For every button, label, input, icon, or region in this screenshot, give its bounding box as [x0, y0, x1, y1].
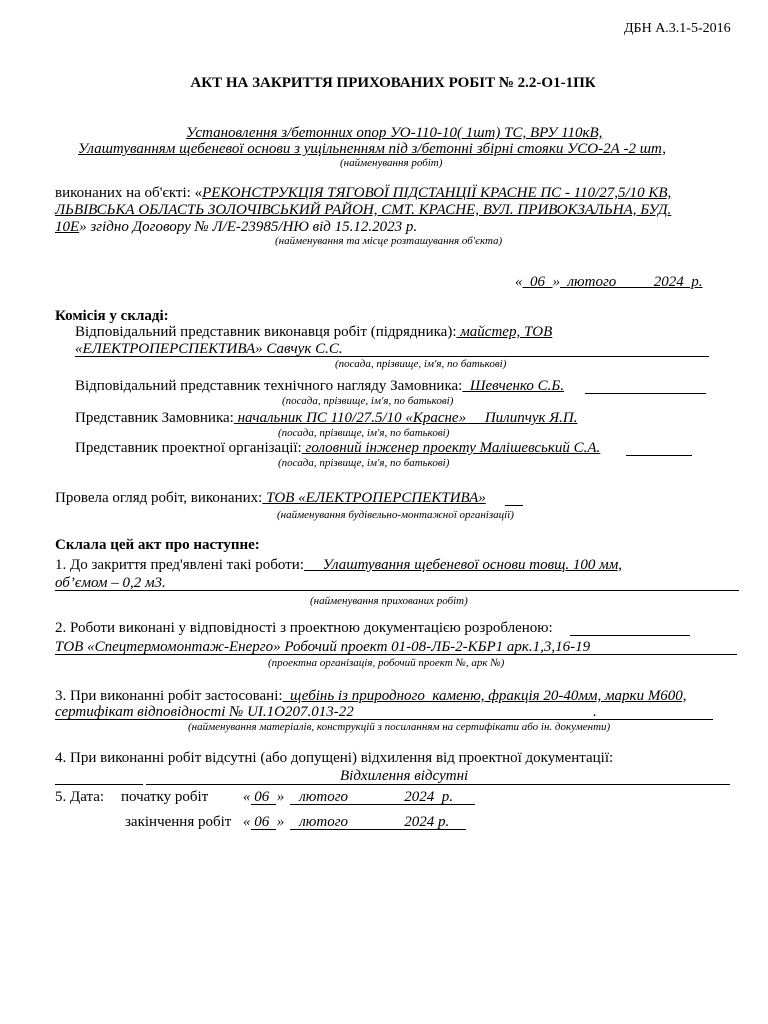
p1-underline	[55, 590, 739, 591]
inspection-caption: (найменування будівельно-монтажної організації)	[277, 509, 514, 521]
supervision-label: Відповідальний представник технічного нагляду Замовника:	[75, 378, 463, 394]
customer-value: начальник ПС 110/27.5/10 «Красне» Пилипчук Я.П.	[233, 410, 578, 426]
p5-end-day-underline	[251, 829, 276, 830]
supervision-caption: (посада, прізвище, ім'я, по батькові)	[282, 395, 454, 407]
p2-label: 2. Роботи виконані у відповідності з проектною документацією розробленою:	[55, 620, 553, 636]
p3-underline	[55, 719, 713, 720]
p1-value-2: об’ємом – 0,2 м3.	[55, 575, 166, 591]
p2-caption: (проектна організація, робочий проект №, арк №)	[268, 657, 505, 669]
act-date	[515, 274, 703, 291]
p5-end-date: « 06 » лютого 2024 р.	[243, 814, 450, 830]
p5-start-month-underline	[290, 804, 475, 805]
p3-label: 3. При виконанні робіт застосовані:	[55, 688, 283, 704]
contractor-caption: (посада, прізвище, ім'я, по батькові)	[335, 358, 507, 370]
p2-value: ТОВ «Спецтермомонтаж-Енерго» Робочий проект 01-08-ЛБ-2-КБР1 арк.1,3,16-19	[55, 639, 591, 655]
p4-value: Відхилення відсутні	[340, 768, 469, 784]
date-day: 06	[522, 274, 553, 290]
p5-start-label: початку робіт	[121, 789, 209, 805]
p4-label: 4. При виконанні робіт відсутні (або допущені) відхилення від проектної документації:	[55, 750, 614, 766]
design-underline	[626, 455, 692, 456]
supervision-underline	[585, 393, 706, 394]
design-value: головний інженер проекту Малішевський С.А.	[301, 440, 601, 456]
p5-end-label: закінчення робіт	[125, 814, 232, 830]
p2-label-underline	[570, 635, 690, 636]
design-row	[75, 440, 600, 457]
works-caption: (найменування робіт)	[340, 157, 443, 169]
document-title: АКТ НА ЗАКРИТТЯ ПРИХОВАНИХ РОБІТ № 2.2-О1-1ПК	[190, 75, 596, 91]
contractor-value-2: «ЕЛЕКТРОПЕРСПЕКТИВА» Савчук С.С.	[75, 341, 343, 357]
act-heading: Склала цей акт про наступне:	[55, 537, 260, 553]
works-line-2: Улаштуванням щебеневої основи з ущільненням під з/бетонні збірні стояки УСО-2А -2 шт,	[78, 141, 667, 157]
object-number: 10Е	[55, 219, 80, 235]
object-caption: (найменування та місце розташування об'єкта)	[275, 235, 503, 247]
object-name-1: РЕКОНСТРУКЦІЯ ТЯГОВОЇ ПІДСТАНЦІЇ КРАСНЕ ПС - 110/27,5/10 КВ,	[202, 185, 672, 201]
p4-underline-left	[55, 784, 143, 785]
p3-caption: (найменування матеріалів, конструкцій з посиланням на сертифікати або ін. документи)	[188, 721, 611, 733]
commission-heading: Комісія у складі:	[55, 308, 169, 324]
object-line-1	[55, 185, 671, 202]
p5-label: 5. Дата:	[55, 789, 105, 805]
works-line-1: Установлення з/бетонних опор УО-110-10( 1шт) ТС, ВРУ 110кВ,	[186, 125, 603, 141]
object-contract: » згідно Договору № Л/Е-23985/НЮ від 15.12.2023 р.	[79, 219, 418, 235]
inspection-underline	[505, 505, 523, 506]
contractor-value-1: майстер, ТОВ	[456, 324, 553, 340]
supervision-value: Шевченко С.Б.	[462, 378, 564, 394]
date-month-year: лютого 2024 р.	[560, 274, 703, 290]
p3-value-1: щебінь із природного каменю, фракція 20-40мм, марки М600,	[282, 688, 687, 704]
p1-label: 1. До закриття пред'явлені такі роботи:	[55, 557, 304, 573]
object-prefix: виконаних на об'єкті: «	[55, 185, 203, 201]
p1-row	[55, 557, 622, 574]
customer-caption: (посада, прізвище, ім'я, по батькові)	[278, 427, 450, 439]
object-name-2: ЛЬВІВСЬКА ОБЛАСТЬ ЗОЛОЧІВСЬКИЙ РАЙОН, СМТ. КРАСНЕ, ВУЛ. ПРИВОКЗАЛЬНА, БУД.	[55, 202, 672, 218]
contractor-underline	[75, 356, 709, 357]
inspection-value: ТОВ «ЕЛЕКТРОПЕРСПЕКТИВА»	[262, 490, 486, 506]
inspection-label: Провела огляд робіт, виконаних:	[55, 490, 263, 506]
supervision-row	[75, 378, 564, 395]
p1-value-1: Улаштування щебеневої основи товщ. 100 мм,	[303, 557, 623, 573]
customer-label: Представник Замовника:	[75, 410, 234, 426]
date-open-quote: «	[515, 274, 523, 290]
p2-underline	[55, 654, 737, 655]
inspection-row	[55, 490, 486, 507]
p5-start-day-underline	[251, 804, 276, 805]
p5-start-date: « 06 » лютого 2024 р.	[243, 789, 454, 805]
p5-end-month-underline	[290, 829, 466, 830]
customer-row	[75, 410, 578, 427]
contractor-row	[75, 324, 552, 341]
design-label: Представник проектної організації:	[75, 440, 302, 456]
design-caption: (посада, прізвище, ім'я, по батькові)	[278, 457, 450, 469]
p1-caption: (найменування прихованих робіт)	[310, 595, 468, 607]
object-line-3	[55, 219, 417, 236]
contractor-label: Відповідальний представник виконавця робіт (підрядника):	[75, 324, 457, 340]
p3-value-2: сертифікат відповідності № UI.1O207.013-22	[55, 704, 354, 720]
p3-value-end: .	[593, 704, 597, 720]
date-close-quote: »	[552, 274, 560, 290]
standard-ref: ДБН А.3.1-5-2016	[624, 21, 731, 36]
p3-row	[55, 688, 687, 705]
